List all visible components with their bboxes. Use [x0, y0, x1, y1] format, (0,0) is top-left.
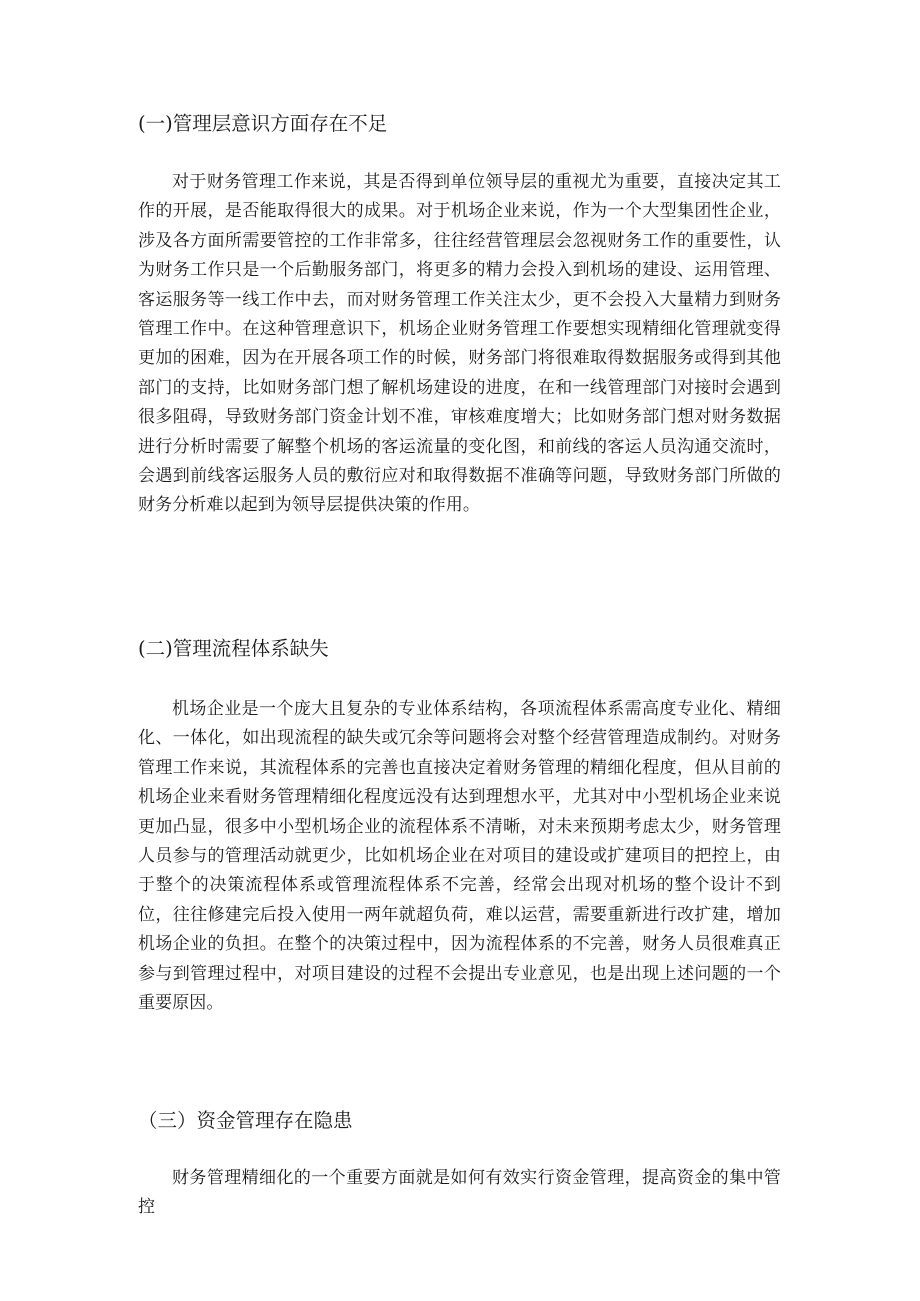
section-heading-1: (一)管理层意识方面存在不足: [138, 112, 388, 135]
section-heading-2: (二)管理流程体系缺失: [138, 637, 329, 660]
section-paragraph-3: 财务管理精细化的一个重要方面就是如何有效实行资金管理，提高资金的集中管控: [138, 1168, 781, 1218]
section-heading-3: （三）资金管理存在隐患: [138, 1109, 353, 1132]
section-paragraph-1: 对于财务管理工作来说，其是否得到单位领导层的重视尤为重要，直接决定其工作的开展，是否能取得很大的成果。对于机场企业来说，作为一个大型集团性企业，涉及各方面所需要管控的工作非常多，往往经营管理层会忽视财务工作的重要性，认为财务工作只是一个后勤服务部门，将更多的精力会投入到机场的建设、运用管理、客运服务等一线工作中去，而对财务管理工作关注太少，更不会投入大量精力到财务管理工作中。在这种管理意识下，机场企业财务管理工作要想实现精细化管理就变得更加的困难，因为在开展各项工作的时候，财务部门将很难取得数据服务或得到其他部门的支持，比如财务部门想了解机场建设的进度，在和一线管理部门对接时会遇到很多阻碍，导致财务部门资金计划不准，审核难度增大；比如财务部门想对财务数据进行分析时需要了解整个机场的客运流量的变化图，和前线的客运人员沟通交流时，会遇到前线客运服务人员的敷衍应对和取得数据不准确等问题，导致财务部门所做的财务分析难以起到为领导层提供决策的作用。: [138, 172, 781, 516]
section-paragraph-2: 机场企业是一个庞大且复杂的专业体系结构，各项流程体系需高度专业化、精细化、一体化，如出现流程的缺失或冗余等问题将会对整个经营管理造成制约。对财务管理工作来说，其流程体系的完善也直接决定着财务管理的精细化程度，但从目前的机场企业来看财务管理精细化程度远没有达到理想水平，尤其对中小型机场企业来说更加凸显，很多中小型机场企业的流程体系不清晰，对未来预期考虑太少，财务管理人员参与的管理活动就更少，比如机场企业在对项目的建设或扩建项目的把控上，由于整个的决策流程体系或管理流程体系不完善，经常会出现对机场的整个设计不到位，往往修建完后投入使用一两年就超负荷，难以运营，需要重新进行改扩建，增加机场企业的负担。在整个的决策过程中，因为流程体系的不完善，财务人员很难真正参与到管理过程中，对项目建设的过程不会提出专业意见，也是出现上述问题的一个重要原因。: [138, 699, 781, 1014]
